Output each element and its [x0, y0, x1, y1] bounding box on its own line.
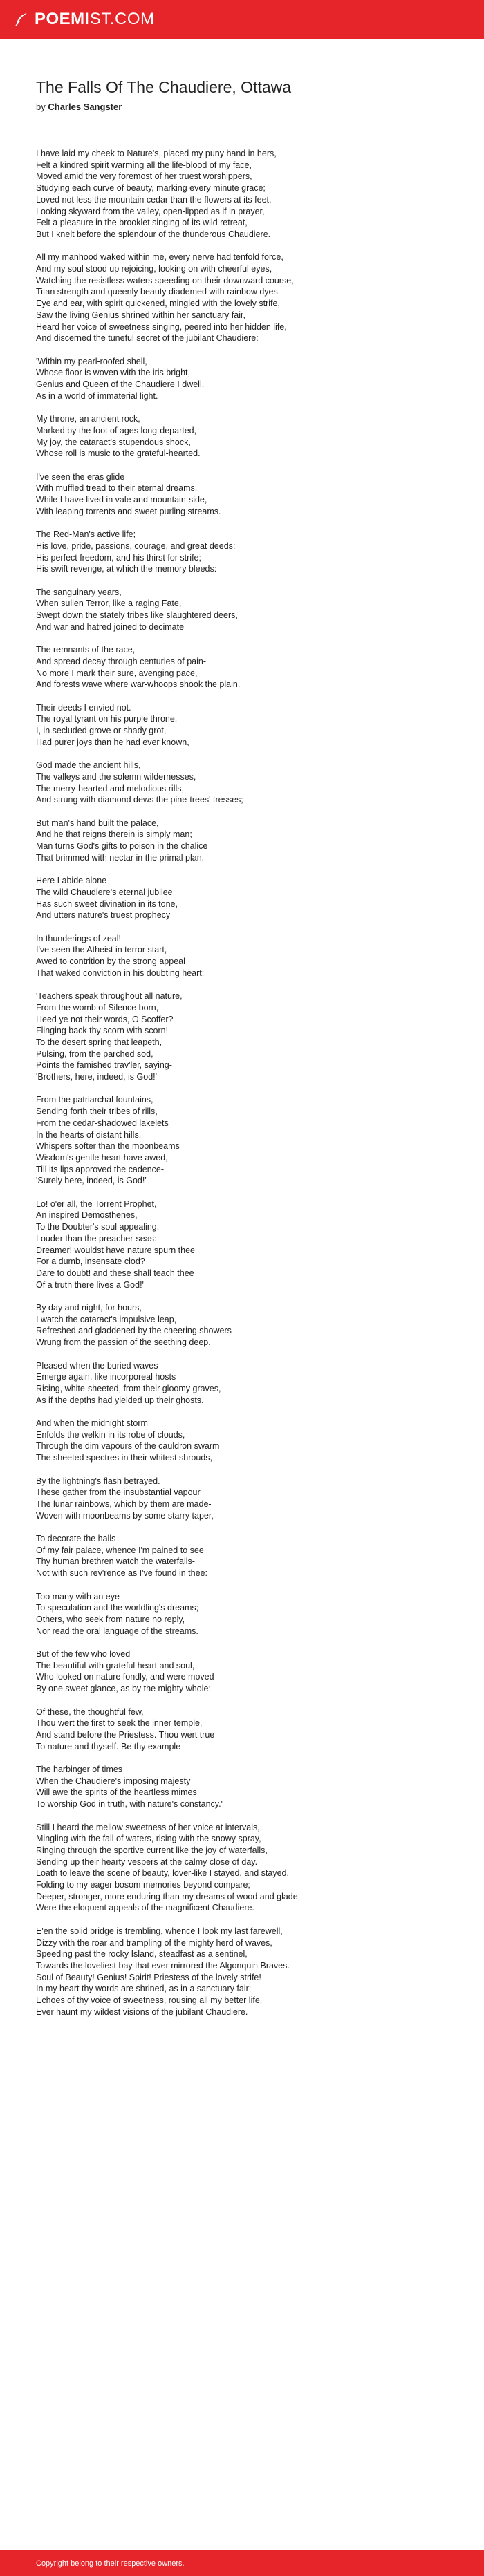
- poem-line: I have laid my cheek to Nature's, placed my puny hand in hers,: [36, 149, 277, 158]
- poem-stanza: [36, 875, 451, 921]
- poem-line: By day and night, for hours,: [36, 1303, 142, 1313]
- poem-stanza: [36, 587, 451, 633]
- poem-line: Will awe the spirits of the heartless mimes: [36, 1787, 197, 1798]
- poem-stanza: [36, 252, 451, 344]
- poem-line: And war and hatred joined to decimate: [36, 621, 185, 632]
- poem-line: Rising, white-sheeted, from their gloomy graves,: [36, 1383, 221, 1393]
- poem-line: For a dumb, insensate clod?: [36, 1257, 145, 1267]
- poem-line: Heard her voice of sweetness singing, peered into her hidden life,: [36, 321, 287, 332]
- poem-line: But I knelt before the splendour of the thunderous Chaudiere.: [36, 229, 271, 239]
- poem-line: Dizzy with the roar and trampling of the mighty herd of waves,: [36, 1937, 272, 1948]
- poem-title: The Falls Of The Chaudiere, Ottawa: [36, 78, 292, 96]
- poem-line: Nor read the oral language of the streams.: [36, 1626, 198, 1636]
- poem-stanza: [36, 760, 451, 806]
- poem-line: His perfect freedom, and his thirst for strife;: [36, 552, 201, 563]
- poem-line: Wrung from the passion of the seething deep.: [36, 1337, 211, 1348]
- poem-stanza: [36, 1302, 451, 1348]
- poem-line: By the lightning's flash betrayed.: [36, 1476, 160, 1486]
- poem-line: Of a truth there lives a God!': [36, 1279, 144, 1290]
- poem-stanza: [36, 1822, 451, 1915]
- poem-line: That waked conviction in his doubting heart:: [36, 968, 205, 978]
- poem-line: To decorate the halls: [36, 1534, 116, 1544]
- poem-line: Echoes of thy voice of sweetness, rousing all my better life,: [36, 1995, 263, 2006]
- poem-line: Enfolds the welkin in its robe of clouds,: [36, 1429, 185, 1440]
- poem-stanza: [36, 1591, 451, 1637]
- logo-text-light: IST.COM: [84, 10, 155, 28]
- poem-line: As in a world of immaterial light.: [36, 391, 158, 401]
- poem-line: But of the few who loved: [36, 1649, 131, 1660]
- poem-line: Louder than the preacher-seas:: [36, 1233, 157, 1243]
- poem-line: The valleys and the solemn wildernesses,: [36, 771, 196, 782]
- poem-stanza: [36, 1476, 451, 1522]
- poem-line: Heed ye not their words, O Scoffer?: [36, 1014, 174, 1024]
- poem-line: The sheeted spectres in their whitest shrouds,: [36, 1453, 212, 1463]
- poem-line: In my heart thy words are shrined, as in a sanctuary fair;: [36, 1984, 252, 1994]
- poem-line: From the patriarchal fountains,: [36, 1095, 153, 1105]
- poem-line: Watching the resistless waters speeding on their downward course,: [36, 275, 294, 285]
- poem-line: Folding to my eager bosom memories beyond compare;: [36, 1880, 250, 1890]
- poem-line: Dare to doubt! and these shall teach thee: [36, 1268, 194, 1278]
- poem-line: Wisdom's gentle heart have awed,: [36, 1152, 168, 1163]
- poem-line: As if the depths had yielded up their ghosts.: [36, 1395, 204, 1405]
- poem-line: Saw the living Genius shrined within her sanctuary fair,: [36, 310, 245, 320]
- poem-body: [36, 148, 451, 2018]
- poem-line: In the hearts of distant hills,: [36, 1129, 142, 1140]
- poem-line: With muffled tread to their eternal dreams,: [36, 483, 198, 493]
- poem-line: The royal tyrant on his purple throne,: [36, 714, 178, 724]
- poem-line: The harbinger of times: [36, 1765, 123, 1775]
- poem-line: Pulsing, from the parched sod,: [36, 1049, 153, 1059]
- poem-line: When the Chaudiere's imposing majesty: [36, 1776, 191, 1786]
- poem-line: While I have lived in vale and mountain-side,: [36, 495, 207, 505]
- by-label: by: [36, 102, 46, 112]
- poem-line: Marked by the foot of ages long-departed,: [36, 425, 197, 435]
- poem-line: Sending up their hearty vespers at the calmy close of day.: [36, 1856, 258, 1867]
- poem-line: Had purer joys than he had ever known,: [36, 737, 189, 747]
- poem-line: These gather from the insubstantial vapour: [36, 1487, 201, 1498]
- poem-line: The wild Chaudiere's eternal jubilee: [36, 887, 173, 897]
- poem-line: Through the dim vapours of the cauldron swarm: [36, 1441, 220, 1451]
- poem-line: I, in secluded grove or shady grot,: [36, 726, 167, 736]
- poem-line: Thy human brethren watch the waterfalls-: [36, 1557, 195, 1567]
- poem-line: Loath to leave the scene of beauty, lover-like I stayed, and stayed,: [36, 1868, 289, 1879]
- poem-line: Their deeds I envied not.: [36, 702, 131, 713]
- top-bar: [0, 0, 484, 39]
- poem-line: Ever haunt my wildest visions of the jubilant Chaudiere.: [36, 2006, 248, 2017]
- poem-line: And strung with diamond dews the pine-trees' tresses;: [36, 795, 243, 805]
- poem-line: Felt a pleasure in the brooklet singing of its wild retreat,: [36, 218, 248, 228]
- poem-line: I've seen the eras glide: [36, 471, 125, 482]
- poem-line: Ringing through the sportive current like the joy of waterfalls,: [36, 1845, 268, 1855]
- poem-line: And my soul stood up rejoicing, looking on with cheerful eyes,: [36, 264, 272, 274]
- poem-line: Still I heard the mellow sweetness of her voice at intervals,: [36, 1822, 260, 1832]
- poem-stanza: [36, 644, 451, 690]
- poem-stanza: [36, 471, 451, 518]
- poem-line: Dreamer! wouldst have nature spurn thee: [36, 1245, 195, 1255]
- poem-stanza: [36, 413, 451, 460]
- poem-line: With leaping torrents and sweet purling streams.: [36, 506, 221, 516]
- poem-line: Emerge again, like incorporeal hosts: [36, 1372, 176, 1382]
- poem-line: Loved not less the mountain cedar than the flowers at its feet,: [36, 194, 272, 205]
- poem-line: Woven with moonbeams by some starry taper,: [36, 1510, 214, 1521]
- poem-line: E'en the solid bridge is trembling, whence I look my last farewell,: [36, 1926, 283, 1936]
- poem-byline: [36, 101, 451, 113]
- poem-line: And utters nature's truest prophecy: [36, 910, 171, 921]
- poem-line: Lo! o'er all, the Torrent Prophet,: [36, 1198, 157, 1209]
- author-link[interactable]: Charles Sangster: [48, 102, 122, 112]
- poem-line: From the womb of Silence born,: [36, 1002, 159, 1013]
- poem-stanza: [36, 148, 451, 241]
- poem-line: From the cedar-shadowed lakelets: [36, 1118, 169, 1128]
- poem-line: By one sweet glance, as by the mighty whole:: [36, 1684, 211, 1694]
- poem-stanza: [36, 1926, 451, 2018]
- poem-line: To speculation and the worldling's dreams;: [36, 1603, 199, 1613]
- poem-line: 'Brothers, here, indeed, is God!': [36, 1072, 158, 1082]
- logo-text-bold: POEM: [35, 10, 85, 28]
- poem-line: Who looked on nature fondly, and were moved: [36, 1672, 214, 1682]
- poem-line: And discerned the tuneful secret of the jubilant Chaudiere:: [36, 333, 259, 344]
- poem-line: To nature and thyself. Be thy example: [36, 1741, 181, 1751]
- poem-stanza: [36, 1707, 451, 1753]
- poem-stanza: [36, 356, 451, 402]
- poem-line: Awed to contrition by the strong appeal: [36, 957, 185, 967]
- poem-line: Here I abide alone-: [36, 876, 110, 886]
- poem-line: The Red-Man's active life;: [36, 529, 136, 540]
- poem-line: Pleased when the buried waves: [36, 1360, 158, 1371]
- poem-line: Thou wert the first to seek the inner temple,: [36, 1718, 203, 1729]
- poem-stanza: [36, 1648, 451, 1695]
- poem-line: Points the famished trav'ler, saying-: [36, 1060, 172, 1071]
- poem-line: The sanguinary years,: [36, 587, 122, 597]
- poem-stanza: [36, 933, 451, 979]
- poem-line: And stand before the Priestess. Thou wert true: [36, 1729, 215, 1740]
- poem-line: Sending forth their tribes of rills,: [36, 1107, 158, 1117]
- poem-line: The merry-hearted and melodious rills,: [36, 783, 184, 793]
- poem-line: Swept down the stately tribes like slaughtered deers,: [36, 610, 238, 621]
- poem-line: All my manhood waked within me, every nerve had tenfold force,: [36, 252, 283, 263]
- poem-stanza: [36, 1418, 451, 1464]
- poem-line: The remnants of the race,: [36, 645, 136, 655]
- poem-line: Too many with an eye: [36, 1591, 120, 1601]
- poem-line: Towards the loveliest bay that ever mirrored the Algonquin Braves.: [36, 1960, 290, 1971]
- poem-content: [36, 77, 451, 2029]
- poem-stanza: [36, 702, 451, 749]
- poem-line: My joy, the cataract's stupendous shock,: [36, 437, 191, 447]
- poem-line: Eye and ear, with spirit quickened, mingled with the lovely strife,: [36, 299, 280, 309]
- poem-line: Looking skyward from the valley, open-lipped as if in prayer,: [36, 206, 265, 216]
- poem-line: His love, pride, passions, courage, and great deeds;: [36, 540, 236, 551]
- poem-line: The beautiful with grateful heart and soul,: [36, 1660, 195, 1671]
- poem-line: Were the eloquent appeals of the magnificent Chaudiere.: [36, 1903, 254, 1913]
- poem-line: Moved amid the very foremost of her truest worshippers,: [36, 171, 252, 182]
- poem-line: Whose roll is music to the grateful-hearted.: [36, 449, 201, 459]
- poem-stanza: [36, 1764, 451, 1810]
- poem-line: To the desert spring that leapeth,: [36, 1037, 162, 1047]
- logo-text: [35, 10, 155, 29]
- poem-line: My throne, an ancient rock,: [36, 414, 140, 424]
- poem-line: Speeding past the rocky Island, steadfast as a sentinel,: [36, 1949, 248, 1959]
- poem-line: I've seen the Atheist in terror start,: [36, 945, 167, 955]
- poem-stanza: [36, 1533, 451, 1579]
- poem-line: When sullen Terror, like a raging Fate,: [36, 599, 182, 609]
- poem-line: To the Doubter's soul appealing,: [36, 1222, 160, 1232]
- feather-pen-icon: [14, 12, 29, 27]
- poem-line: His swift revenge, at which the memory bleeds:: [36, 564, 217, 574]
- poem-line: Flinging back thy scorn with scorn!: [36, 1026, 169, 1036]
- poem-line: I watch the cataract's impulsive leap,: [36, 1314, 177, 1324]
- poem-line: And when the midnight storm: [36, 1418, 148, 1429]
- poem-line: In thunderings of zeal!: [36, 933, 121, 943]
- poem-line: To worship God in truth, with nature's constancy.': [36, 1799, 223, 1809]
- poem-stanza: [36, 529, 451, 575]
- poem-line: Man turns God's gifts to poison in the chalice: [36, 841, 208, 852]
- poem-line: Studying each curve of beauty, marking every minute grace;: [36, 183, 266, 194]
- poem-line: 'Surely here, indeed, is God!': [36, 1176, 147, 1186]
- poem-line: Titan strength and queenly beauty diademed with rainbow dyes.: [36, 287, 281, 297]
- poem-line: No more I mark their sure, avenging pace,: [36, 668, 198, 678]
- poem-line: Genius and Queen of the Chaudiere I dwell,: [36, 379, 205, 390]
- poem-line: Has such sweet divination in its tone,: [36, 899, 178, 909]
- poem-line: That brimmed with nectar in the primal plan.: [36, 852, 205, 863]
- poem-stanza: [36, 818, 451, 864]
- footer: [0, 2550, 484, 2576]
- poem-line: But man's hand built the palace,: [36, 818, 159, 828]
- poem-line: 'Within my pearl-roofed shell,: [36, 356, 147, 366]
- poem-stanza: [36, 1360, 451, 1407]
- copyright-text: Copyright belong to their respective owners.: [36, 2559, 185, 2568]
- poem-line: And he that reigns therein is simply man;: [36, 829, 192, 840]
- poem-line: An inspired Demosthenes,: [36, 1210, 138, 1221]
- poem-line: Of my fair palace, whence I'm pained to see: [36, 1545, 204, 1555]
- poem-stanza: [36, 990, 451, 1083]
- poem-line: The lunar rainbows, which by them are made-: [36, 1498, 212, 1509]
- poem-line: Not with such rev'rence as I've found in thee:: [36, 1568, 207, 1579]
- poem-line: Soul of Beauty! Genius! Spirit! Priestess of the lovely strife!: [36, 1972, 261, 1982]
- poem-line: 'Teachers speak throughout all nature,: [36, 991, 183, 1002]
- site-logo[interactable]: [14, 10, 155, 29]
- poem-line: Felt a kindred spirit warming all the life-blood of my face,: [36, 160, 252, 170]
- poem-stanza: [36, 1198, 451, 1291]
- poem-line: And spread decay through centuries of pain-: [36, 656, 206, 666]
- poem-line: Of these, the thoughtful few,: [36, 1707, 144, 1717]
- poem-stanza: [36, 1094, 451, 1187]
- poem-line: Mingling with the fall of waters, rising with the snowy spray,: [36, 1834, 261, 1844]
- poem-line: Deeper, stronger, more enduring than my dreams of wood and glade,: [36, 1891, 301, 1901]
- poem-line: Till its lips approved the cadence-: [36, 1164, 165, 1174]
- poem-line: Refreshed and gladdened by the cheering showers: [36, 1326, 232, 1336]
- poem-line: Whose floor is woven with the iris bright,: [36, 368, 191, 378]
- poem-line: Others, who seek from nature no reply,: [36, 1614, 185, 1624]
- poem-line: And forests wave where war-whoops shook the plain.: [36, 679, 241, 690]
- poem-line: God made the ancient hills,: [36, 760, 141, 771]
- poem-line: Whispers softer than the moonbeams: [36, 1141, 180, 1151]
